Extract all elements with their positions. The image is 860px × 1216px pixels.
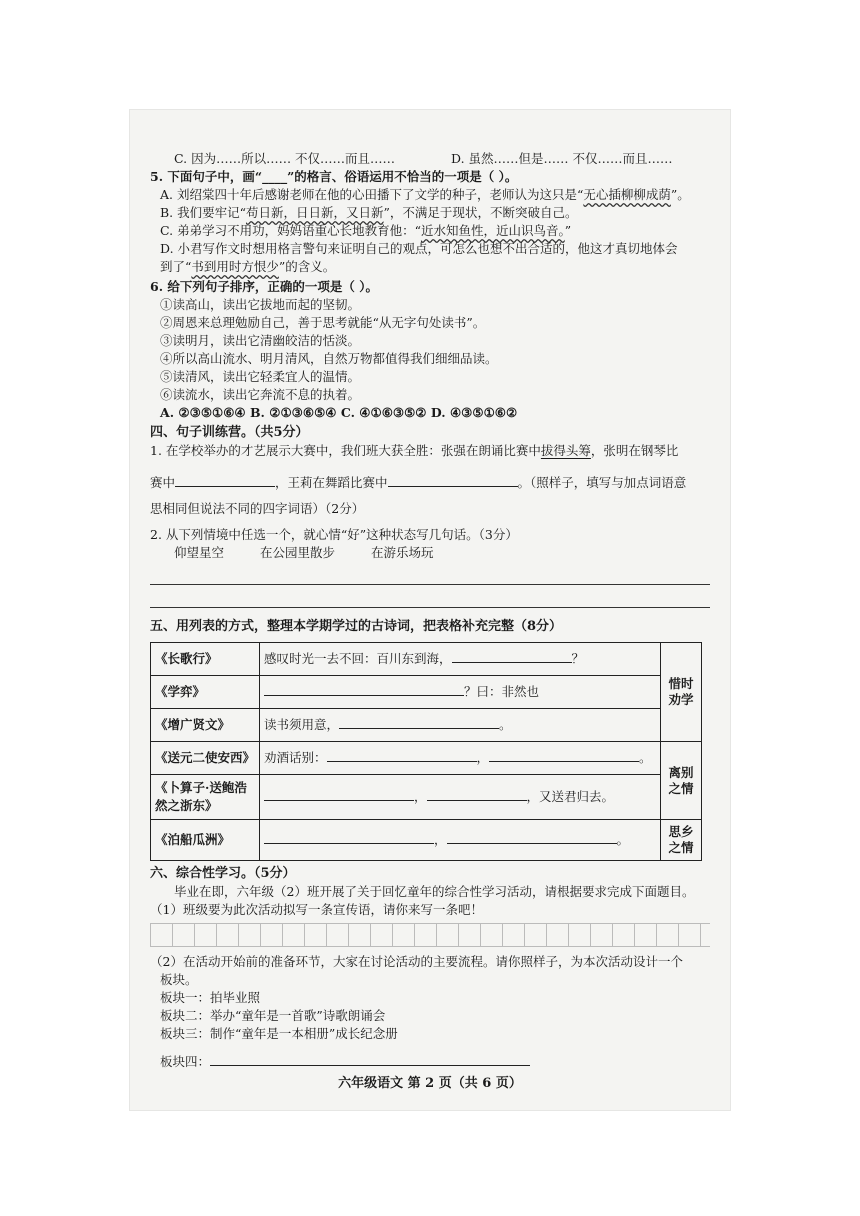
- q5-option-c: C. 弟弟学习不用功，妈妈语重心长地教育他：“近水知鱼性，近山识鸟音。”: [160, 223, 572, 238]
- q5-option-b: B. 我们要牢记“苟日新，日日新，又日新”，不满足于现状，不断突破自己。: [160, 205, 578, 220]
- option-d: D. 虽然……但是…… 不仅……而且……: [451, 151, 673, 166]
- q5-stem: 5. 下面句子中，画“____”的格言、俗语运用不恰当的一项是（ ）。: [150, 169, 518, 184]
- answer-blank[interactable]: [447, 831, 617, 844]
- answer-grid[interactable]: [150, 923, 710, 947]
- table-row: 《增广贤文》 读书须用意， 。: [151, 709, 702, 742]
- section-6-title: 六、综合性学习。（5分）: [150, 866, 296, 881]
- exam-content: [150, 150, 710, 1071]
- answer-line[interactable]: [150, 568, 710, 585]
- block-2: 板块二：举办“童年是一首歌”诗歌朗诵会: [160, 1008, 386, 1023]
- block-3: 板块三：制作“童年是一本相册”成长纪念册: [160, 1026, 398, 1041]
- block-1: 板块一：拍毕业照: [160, 990, 261, 1005]
- answer-blank[interactable]: [388, 474, 518, 487]
- block-4: 板块四：: [150, 1053, 710, 1071]
- q6-sentence-4: ④所以高山流水、明月清风，自然万物都值得我们细细品读。: [160, 351, 498, 366]
- answer-blank[interactable]: [489, 749, 639, 762]
- answer-blank[interactable]: [427, 788, 527, 801]
- option-c: C. 因为……所以…… 不仅……而且……: [174, 151, 396, 166]
- q6-options: A. ②③⑤①⑥④ B. ②①③⑥⑤④ C. ④①⑥③⑤② D. ④③⑤①⑥②: [160, 405, 518, 420]
- answer-blank[interactable]: [175, 474, 275, 487]
- answer-line[interactable]: [150, 591, 710, 608]
- answer-blank[interactable]: [327, 749, 477, 762]
- table-row: 《学弈》 ？曰：非然也: [151, 676, 702, 709]
- category-cell: 思乡之情: [661, 820, 702, 861]
- answer-blank[interactable]: [264, 788, 414, 801]
- s6-intro: 毕业在即，六年级（2）班开展了关于回忆童年的综合性学习活动，请根据要求完成下面题目。: [174, 884, 695, 899]
- q5-option-d-cont: 到了“书到用时方恨少”的含义。: [160, 259, 336, 274]
- s4-q1-line3: 思相同但说法不同的四字词语）（2分）: [150, 501, 365, 516]
- s6-q1: （1）班级要为此次活动拟写一条宣传语，请你来写一条吧！: [150, 902, 483, 917]
- q5-option-a: A. 刘绍棠四十年后感谢老师在他的心田播下了文学的种子，老师认为这只是“无心插柳柳成荫”。: [160, 187, 690, 202]
- category-cell: 离别之情: [661, 742, 702, 820]
- s6-q2-line2: 板块。: [160, 972, 198, 987]
- table-row: 《送元二使安西》 劝酒话别： ， 。 离别之情: [151, 742, 702, 775]
- q4-options: [150, 150, 710, 168]
- s4-q1-line1: 1. 在学校举办的才艺展示大赛中，我们班大获全胜：张强在朗诵比赛中拔得头筹，张明在钢琴比: [150, 443, 679, 458]
- s4-q1-line2: 赛中 ，王莉在舞蹈比赛中 。（照样子，填写与加点词语意: [150, 475, 687, 490]
- q6-sentence-5: ⑤读清风，读出它轻柔宜人的温情。: [160, 369, 361, 384]
- q6-sentence-1: ①读高山，读出它拔地而起的坚韧。: [160, 297, 361, 312]
- answer-blank[interactable]: [339, 716, 499, 729]
- section-5-title: 五、用列表的方式，整理本学期学过的古诗词，把表格补充完整（8分）: [150, 619, 563, 634]
- s6-q2-line1: （2）在活动开始前的准备环节，大家在讨论活动的主要流程。请你照样子，为本次活动设计一个: [150, 954, 683, 969]
- table-row: 《卜算子·送鲍浩然之浙东》 ， ，又送君归去。: [151, 775, 702, 820]
- s4-q2-stem: 2. 从下列情境中任选一个，就心情“好”这种状态写几句话。（3分）: [150, 527, 518, 542]
- answer-blank[interactable]: [452, 650, 572, 663]
- poem-table: [150, 642, 702, 861]
- q5-option-d: D. 小君写作文时想用格言警句来证明自己的观点，可怎么也想不出合适的，他这才真切地体会: [160, 241, 678, 256]
- q6-sentence-2: ②周恩来总理勉励自己，善于思考就能“从无字句处读书”。: [160, 315, 486, 330]
- table-row: 《泊船瓜洲》 ， 。 思乡之情: [151, 820, 702, 861]
- table-row: 《长歌行》 感叹时光一去不回：百川东到海， ？ 惜时劝学: [151, 643, 702, 676]
- q6-sentence-3: ③读明月，读出它清幽皎洁的恬淡。: [160, 333, 361, 348]
- q6-stem: 6. 给下列句子排序，正确的一项是（ ）。: [150, 279, 379, 294]
- category-cell: 惜时劝学: [661, 643, 702, 742]
- answer-blank[interactable]: [210, 1053, 530, 1066]
- s4-q2-options: 仰望星空 在公园里散步 在游乐场玩: [174, 545, 434, 560]
- q6-sentence-6: ⑥读流水，读出它奔流不息的执着。: [160, 387, 361, 402]
- answer-blank[interactable]: [264, 831, 434, 844]
- answer-blank[interactable]: [264, 683, 464, 696]
- section-4-title: 四、句子训练营。（共5分）: [150, 425, 309, 440]
- page-footer: 六年级语文 第 2 页（共 6 页）: [338, 1076, 522, 1091]
